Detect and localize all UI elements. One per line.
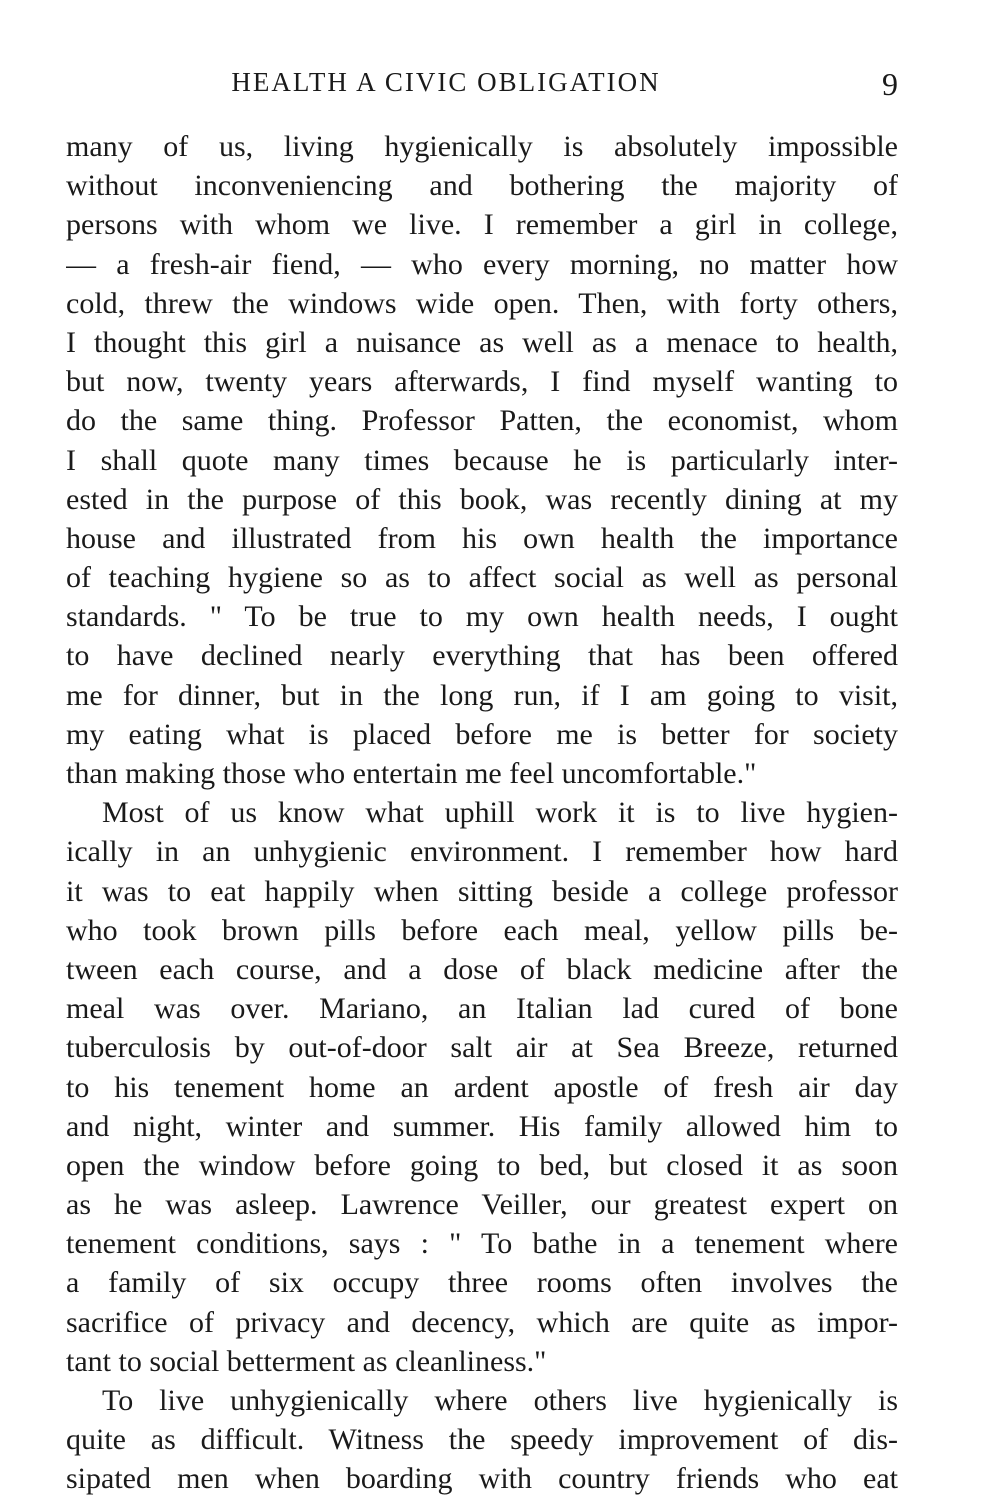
running-header <box>66 60 898 104</box>
text-line: standards. " To be true to my own health needs, I ought <box>66 600 898 634</box>
text-line: persons with whom we live. I remember a girl in college, <box>66 208 898 242</box>
text-line: as he was asleep. Lawrence Veiller, our greatest expert on <box>66 1188 898 1222</box>
text-line: sacrifice of privacy and decency, which are quite as impor- <box>66 1305 898 1339</box>
paragraph-1 <box>66 127 898 793</box>
text-line: ically in an unhygienic environment. I remember how hard <box>66 835 898 869</box>
text-line: a family of six occupy three rooms often involves the <box>66 1266 898 1300</box>
text-line: me for dinner, but in the long run, if I am going to visit, <box>66 678 898 712</box>
text-line: without inconveniencing and bothering the majority of <box>66 169 898 203</box>
text-line: of teaching hygiene so as to affect social as well as personal <box>66 561 898 595</box>
text-line: to have declined nearly everything that has been offered <box>66 639 898 673</box>
text-line: it was to eat happily when sitting beside a college professor <box>66 874 898 908</box>
text-line: but now, twenty years afterwards, I find myself wanting to <box>66 365 898 399</box>
text-line: I shall quote many times because he is particularly inter- <box>66 443 898 477</box>
page-number: 9 <box>882 66 898 102</box>
text-line: who took brown pills before each meal, yellow pills be- <box>66 913 898 947</box>
text-line: my eating what is placed before me is better for society <box>66 717 898 751</box>
body-text <box>66 127 898 1499</box>
text-line: To live unhygienically where others live hygienically is <box>102 1384 898 1417</box>
text-line: tenement conditions, says : " To bathe in a tenement where <box>66 1227 898 1261</box>
text-line: than making those who entertain me feel uncomfortable." <box>66 757 757 790</box>
text-line: quite as difficult. Witness the speedy improvement of dis- <box>66 1423 898 1457</box>
text-line: — a fresh-air fiend, — who every morning, no matter how <box>66 247 898 281</box>
text-line: Most of us know what uphill work it is to live hygien- <box>102 796 898 830</box>
text-line: and night, winter and summer. His family allowed him to <box>66 1109 898 1143</box>
text-line: open the window before going to bed, but closed it as soon <box>66 1148 898 1182</box>
text-line: house and illustrated from his own health the importance <box>66 521 898 555</box>
paragraph-3 <box>66 1381 898 1499</box>
paragraph-2 <box>66 793 898 1381</box>
text-line: tween each course, and a dose of black medicine after the <box>66 952 898 986</box>
text-line: I thought this girl a nuisance as well as a menace to health, <box>66 325 898 359</box>
text-line: many of us, living hygienically is absolutely impossible <box>66 130 898 163</box>
running-title: HEALTH A CIVIC OBLIGATION <box>231 67 661 97</box>
text-line: tant to social betterment as cleanliness." <box>66 1344 547 1378</box>
text-line: cold, threw the windows wide open. Then, with forty others, <box>66 286 898 320</box>
text-line: tuberculosis by out-of-door salt air at Sea Breeze, returned <box>66 1031 898 1065</box>
text-line: to his tenement home an ardent apostle of fresh air day <box>66 1070 898 1104</box>
text-line: ested in the purpose of this book, was recently dining at my <box>66 482 898 516</box>
text-line: sipated men when boarding with country friends who eat <box>66 1462 898 1496</box>
text-line: do the same thing. Professor Patten, the economist, whom <box>66 404 898 438</box>
text-line: meal was over. Mariano, an Italian lad cured of bone <box>66 992 898 1026</box>
